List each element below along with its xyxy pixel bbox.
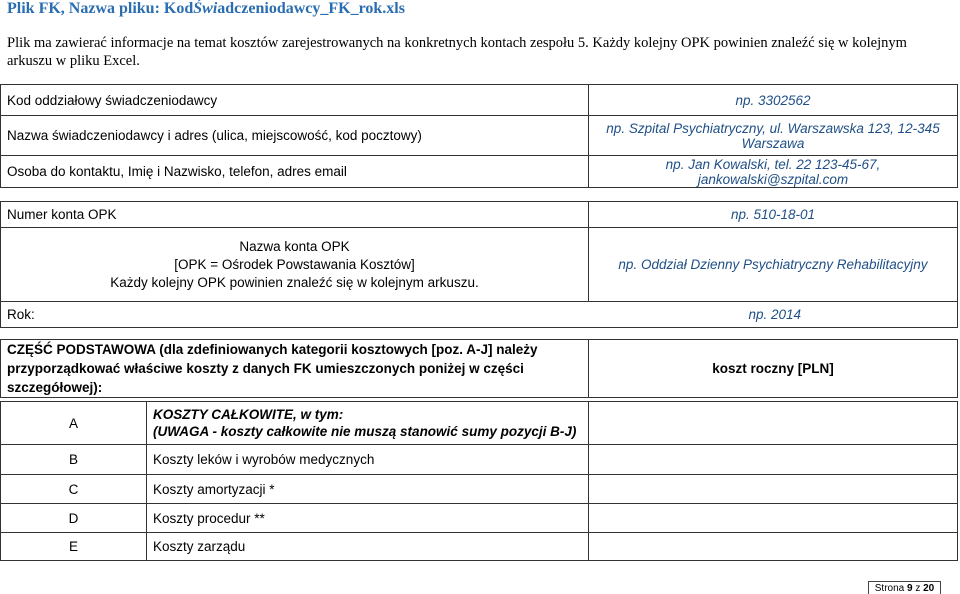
provider-row-code xyxy=(1,85,958,116)
cost-row xyxy=(1,504,958,533)
provider-code-value: np. 3302562 xyxy=(589,85,958,116)
provider-name-value: np. Szpital Psychiatryczny, ul. Warszawska 123, 12-345 Warszawa xyxy=(589,116,958,156)
cost-value-cell[interactable] xyxy=(589,504,958,533)
cost-value-cell[interactable] xyxy=(589,533,958,561)
cost-total-note: (UWAGA - koszty całkowite nie muszą stanowić sumy pozycji B-J) xyxy=(153,424,577,439)
page-current: 9 xyxy=(907,583,913,594)
opk-year-row xyxy=(1,302,958,328)
cost-total-title: KOSZTY CAŁKOWITE, w tym: xyxy=(153,407,344,422)
cost-value-cell[interactable] xyxy=(589,475,958,504)
page-prefix: Strona xyxy=(874,583,907,594)
provider-table xyxy=(0,84,958,188)
opk-number-label: Numer konta OPK xyxy=(1,202,589,228)
cost-desc: Koszty procedur ** xyxy=(147,504,589,533)
provider-contact-value: np. Jan Kowalski, tel. 22 123-45-67, jankowalski@szpital.com xyxy=(589,156,958,188)
cost-desc: Koszty zarządu xyxy=(147,533,589,561)
cost-row xyxy=(1,445,958,475)
cost-row xyxy=(1,533,958,561)
cost-row xyxy=(1,402,958,445)
basic-part-row xyxy=(1,340,958,398)
provider-contact-label: Osoba do kontaktu, Imię i Nazwisko, telefon, adres email xyxy=(1,156,589,188)
provider-code-label: Kod oddziałowy świadczeniodawcy xyxy=(1,85,589,116)
basic-part-heading: CZĘŚĆ PODSTAWOWA (dla zdefiniowanych kategorii kosztowych [poz. A-J] należy przyporządkować właściwe koszty z danych FK umieszczonych poniżej w części szczegółowej): xyxy=(1,340,589,398)
year-value: np. 2014 xyxy=(748,307,802,322)
page-number xyxy=(868,581,941,594)
cost-value-cell[interactable] xyxy=(589,445,958,475)
cost-letter: B xyxy=(1,445,147,475)
year-label: Rok: xyxy=(7,307,35,322)
cost-letter: E xyxy=(1,533,147,561)
opk-name-row xyxy=(1,228,958,302)
cost-table xyxy=(0,401,958,561)
title-suffix: adczeniodawcy_FK_rok.xls xyxy=(217,0,405,17)
opk-name-line3: Każdy kolejny OPK powinien znaleźć się w kolejnym arkuszu. xyxy=(110,274,479,290)
opk-number-row xyxy=(1,202,958,228)
page-total: 20 xyxy=(923,583,935,594)
document-title xyxy=(7,0,405,18)
cost-letter: D xyxy=(1,504,147,533)
opk-number-value: np. 510-18-01 xyxy=(589,202,958,228)
provider-row-name xyxy=(1,116,958,156)
cost-desc: Koszty leków i wyrobów medycznych xyxy=(147,445,589,475)
opk-name-line2: [OPK = Ośrodek Powstawania Kosztów] xyxy=(174,256,415,272)
opk-name-label xyxy=(1,228,589,302)
basic-part-table xyxy=(0,339,958,398)
cost-letter: A xyxy=(1,402,147,445)
intro-text: Plik ma zawierać informacje na temat kosztów zarejestrowanych na konkretnych kontach zespołu 5. Każdy kolejny OPK powinien znaleźć się w kolejnym arkuszu w pliku Excel. xyxy=(7,35,907,69)
cost-desc: Koszty amortyzacji * xyxy=(147,475,589,504)
cost-value-cell[interactable] xyxy=(589,402,958,445)
cost-desc xyxy=(147,402,589,445)
title-italic: Świ xyxy=(193,0,218,17)
opk-name-value: np. Oddział Dzienny Psychiatryczny Rehabilitacyjny xyxy=(589,228,958,302)
cost-row xyxy=(1,475,958,504)
opk-year-cell xyxy=(1,302,958,328)
opk-table xyxy=(0,201,958,328)
page-sep: z xyxy=(912,583,924,594)
cost-letter: C xyxy=(1,475,147,504)
provider-name-label: Nazwa świadczeniodawcy i adres (ulica, miejscowość, kod pocztowy) xyxy=(1,116,589,156)
title-prefix: Plik FK, Nazwa pliku: Kod xyxy=(7,0,194,17)
opk-name-line1: Nazwa konta OPK xyxy=(239,238,350,254)
provider-row-contact xyxy=(1,156,958,188)
annual-cost-header: koszt roczny [PLN] xyxy=(589,340,958,398)
